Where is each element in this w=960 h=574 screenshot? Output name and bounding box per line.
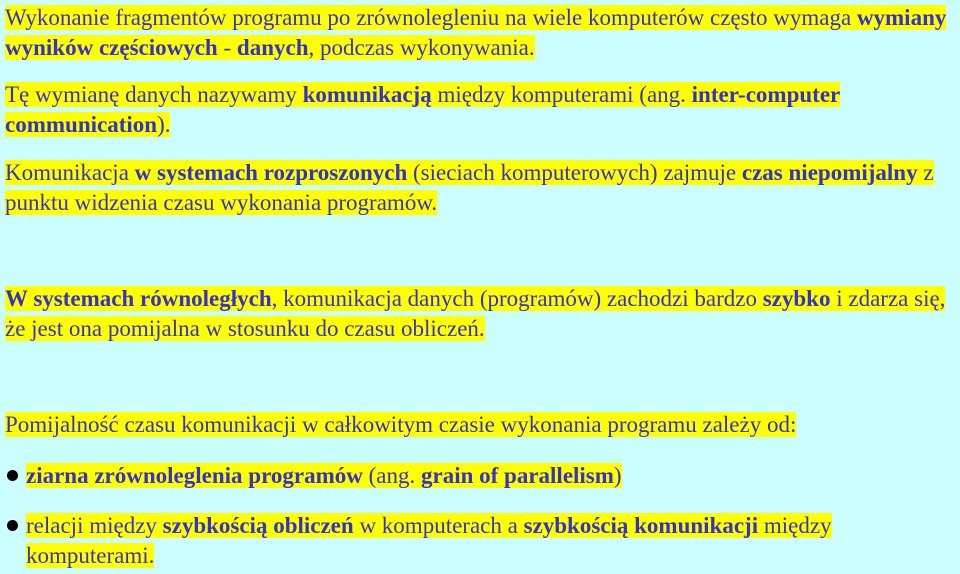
p3-text-c: (sieciach komputerowych) zajmuje xyxy=(407,160,742,185)
p4-text-a: W systemach równoległych xyxy=(5,286,272,311)
p1-text-b: wymiany wyników częściowych xyxy=(5,5,947,60)
bullet2-text-b: szybkością obliczeń xyxy=(162,513,354,538)
p2-text-c: między komputerami (ang. xyxy=(431,82,692,107)
paragraph-data-exchange xyxy=(5,3,950,63)
bullet2-text-d: szybkością komunikacji xyxy=(523,513,759,538)
p2-text-b: komunikacją xyxy=(302,82,432,107)
p5-text-a: Pomijalność czasu komunikacji w całkowitym czasie wykonania programu zależy od: xyxy=(5,412,797,437)
p4-text-b: , komunikacja danych (programów) zachodzi bardzo xyxy=(271,286,763,311)
bullet2-text-a: relacji między xyxy=(26,513,163,538)
bullet1-text-c: grain of parallelism xyxy=(420,463,614,488)
p1-text-e: , podczas wykonywania. xyxy=(308,35,535,60)
bullet-dot-icon xyxy=(7,470,18,481)
p1-text-a: Wykonanie fragmentów programu po zrównolegleniu na wiele komputerów często wymaga xyxy=(5,5,857,30)
bullet1-text-a: ziarna zrównoleglenia programów xyxy=(26,463,363,488)
p3-text-d: czas niepomijalny xyxy=(741,160,918,185)
bullet-dot-icon xyxy=(7,520,18,531)
p1-text-c: - xyxy=(217,35,237,60)
p3-text-a: Komunikacja xyxy=(5,160,135,185)
p3-text-e: z punktu widzenia czasu wykonania programów. xyxy=(5,160,934,215)
bullet1-text-d: ) xyxy=(613,463,622,488)
p4-text-c: szybko xyxy=(762,286,831,311)
paragraph-negligibility xyxy=(5,410,950,440)
bullet1-text-b: (ang. xyxy=(362,463,421,488)
bullet2-text-c: w komputerach a xyxy=(353,513,524,538)
p2-text-d: inter-computer communication xyxy=(5,82,840,137)
paragraph-communication-definition xyxy=(5,80,950,140)
p2-text-e: ). xyxy=(157,112,171,137)
bullet-item-grain xyxy=(5,461,950,491)
p2-text-a: Tę wymianę danych nazywamy xyxy=(5,82,303,107)
p4-text-d: i zdarza się, że jest ona pomijalna w stosunku do czasu obliczeń. xyxy=(5,286,946,341)
bullet2-text-e: między komputerami. xyxy=(26,513,832,568)
paragraph-parallel-systems xyxy=(5,284,950,344)
paragraph-distributed-systems xyxy=(5,158,950,218)
p3-text-b: w systemach rozproszonych xyxy=(134,160,408,185)
p1-text-d: danych xyxy=(236,35,309,60)
bullet-item-speed-relation xyxy=(5,511,950,571)
